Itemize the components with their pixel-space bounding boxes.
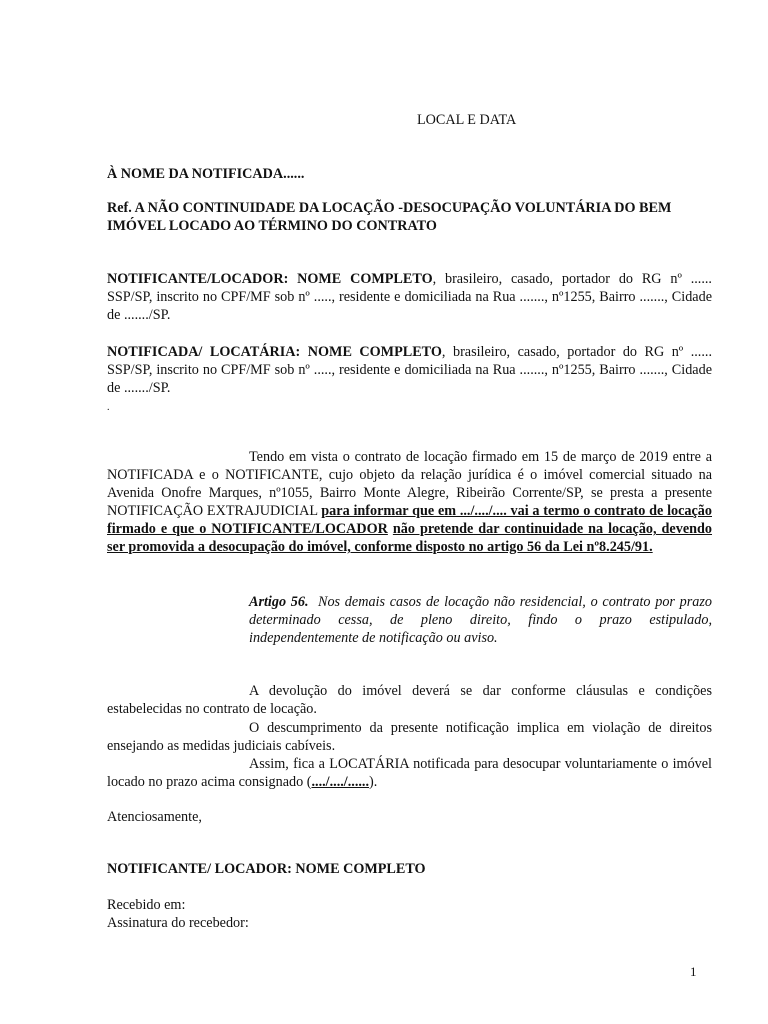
vacate-text: Assim, fica a LOCATÁRIA notificada para desocupar voluntariamente o imóvel locado no prazo acima consignado ( — [107, 756, 712, 790]
notificada-text: , brasileiro, casado, portador do RG nº ...... SSP/SP, inscrito no CPF/MF sob nº ....., residente e domiciliada na Rua ......., nº1255, Bairro ......., Cidade de ......./SP. — [107, 344, 712, 396]
local-data: LOCAL E DATA — [417, 112, 517, 128]
reference-line-1: Ref. A NÃO CONTINUIDADE DA LOCAÇÃO -DESOCUPAÇÃO VOLUNTÁRIA DO BEM — [107, 200, 672, 216]
main-paragraph-bold: para informar que em .../..../.... vai a termo o contrato de locação firmado e que o NOTIFICANTE/LOCADOR — [107, 503, 712, 537]
article-label: Artigo 56. — [249, 594, 309, 610]
notificante-text: , brasileiro, casado, portador do RG nº ...... SSP/SP, inscrito no CPF/MF sob nº ....., residente e domiciliada na Rua ......., nº1255, Bairro ......., Cidade de ......./SP. — [107, 271, 712, 323]
article-text: Nos demais casos de locação não residencial, o contrato por prazo determinado cessa, de pleno direito, findo o prazo estipulado, independentemente de notificação ou aviso. — [249, 594, 712, 646]
vacate-date: ..../..../...... — [311, 774, 370, 790]
devolution-paragraph: A devolução do imóvel deverá se dar conforme cláusulas e condições estabelecidas no contrato de locação. — [107, 683, 712, 717]
notificada-label: NOTIFICADA/ LOCATÁRIA: NOME COMPLETO — [107, 344, 442, 360]
main-paragraph-bold-2: não pretende dar continuidade na locação, devendo ser promovida a desocupação do imóvel, conforme disposto no artigo 56 da Lei nº8.245/91. — [107, 521, 712, 555]
violation-paragraph: O descumprimento da presente notificação implica em violação de direitos ensejando as medidas judiciais cabíveis. — [107, 720, 712, 754]
reference — [107, 199, 712, 235]
signature-name: NOTIFICANTE/ LOCADOR: NOME COMPLETO — [107, 861, 426, 877]
main-paragraph-text: Tendo em vista o contrato de locação firmado em 15 de março de 2019 entre a NOTIFICADA e o NOTIFICANTE, cujo objeto da relação jurídica é o imóvel comercial situado na Avenida Onofre Marques, nº1055, Bairro Monte Alegre, Ribeirão Corrente/SP, se presta a presente NOTIFICAÇÃO EXTRAJUDICIAL — [107, 449, 712, 519]
addressee: À NOME DA NOTIFICADA...... — [107, 166, 305, 182]
notificada-paragraph — [107, 343, 712, 397]
notificante-label: NOTIFICANTE/LOCADOR: NOME COMPLETO — [107, 271, 433, 287]
regards: Atenciosamente, — [107, 809, 202, 825]
vacate-paragraph: Assim, fica a LOCATÁRIA notificada para desocupar voluntariamente o imóvel locado no prazo acima consignado (..../..../......). — [107, 756, 712, 790]
reference-line-2: IMÓVEL LOCADO AO TÉRMINO DO CONTRATO — [107, 218, 437, 234]
recipient-signature-line: Assinatura do recebedor: — [107, 915, 249, 931]
received-line: Recebido em: — [107, 897, 186, 913]
page-number: 1 — [690, 964, 697, 979]
notificante-paragraph — [107, 270, 712, 324]
article-quote — [249, 593, 712, 647]
stray-dot: . — [107, 402, 110, 413]
main-paragraph — [107, 448, 712, 556]
